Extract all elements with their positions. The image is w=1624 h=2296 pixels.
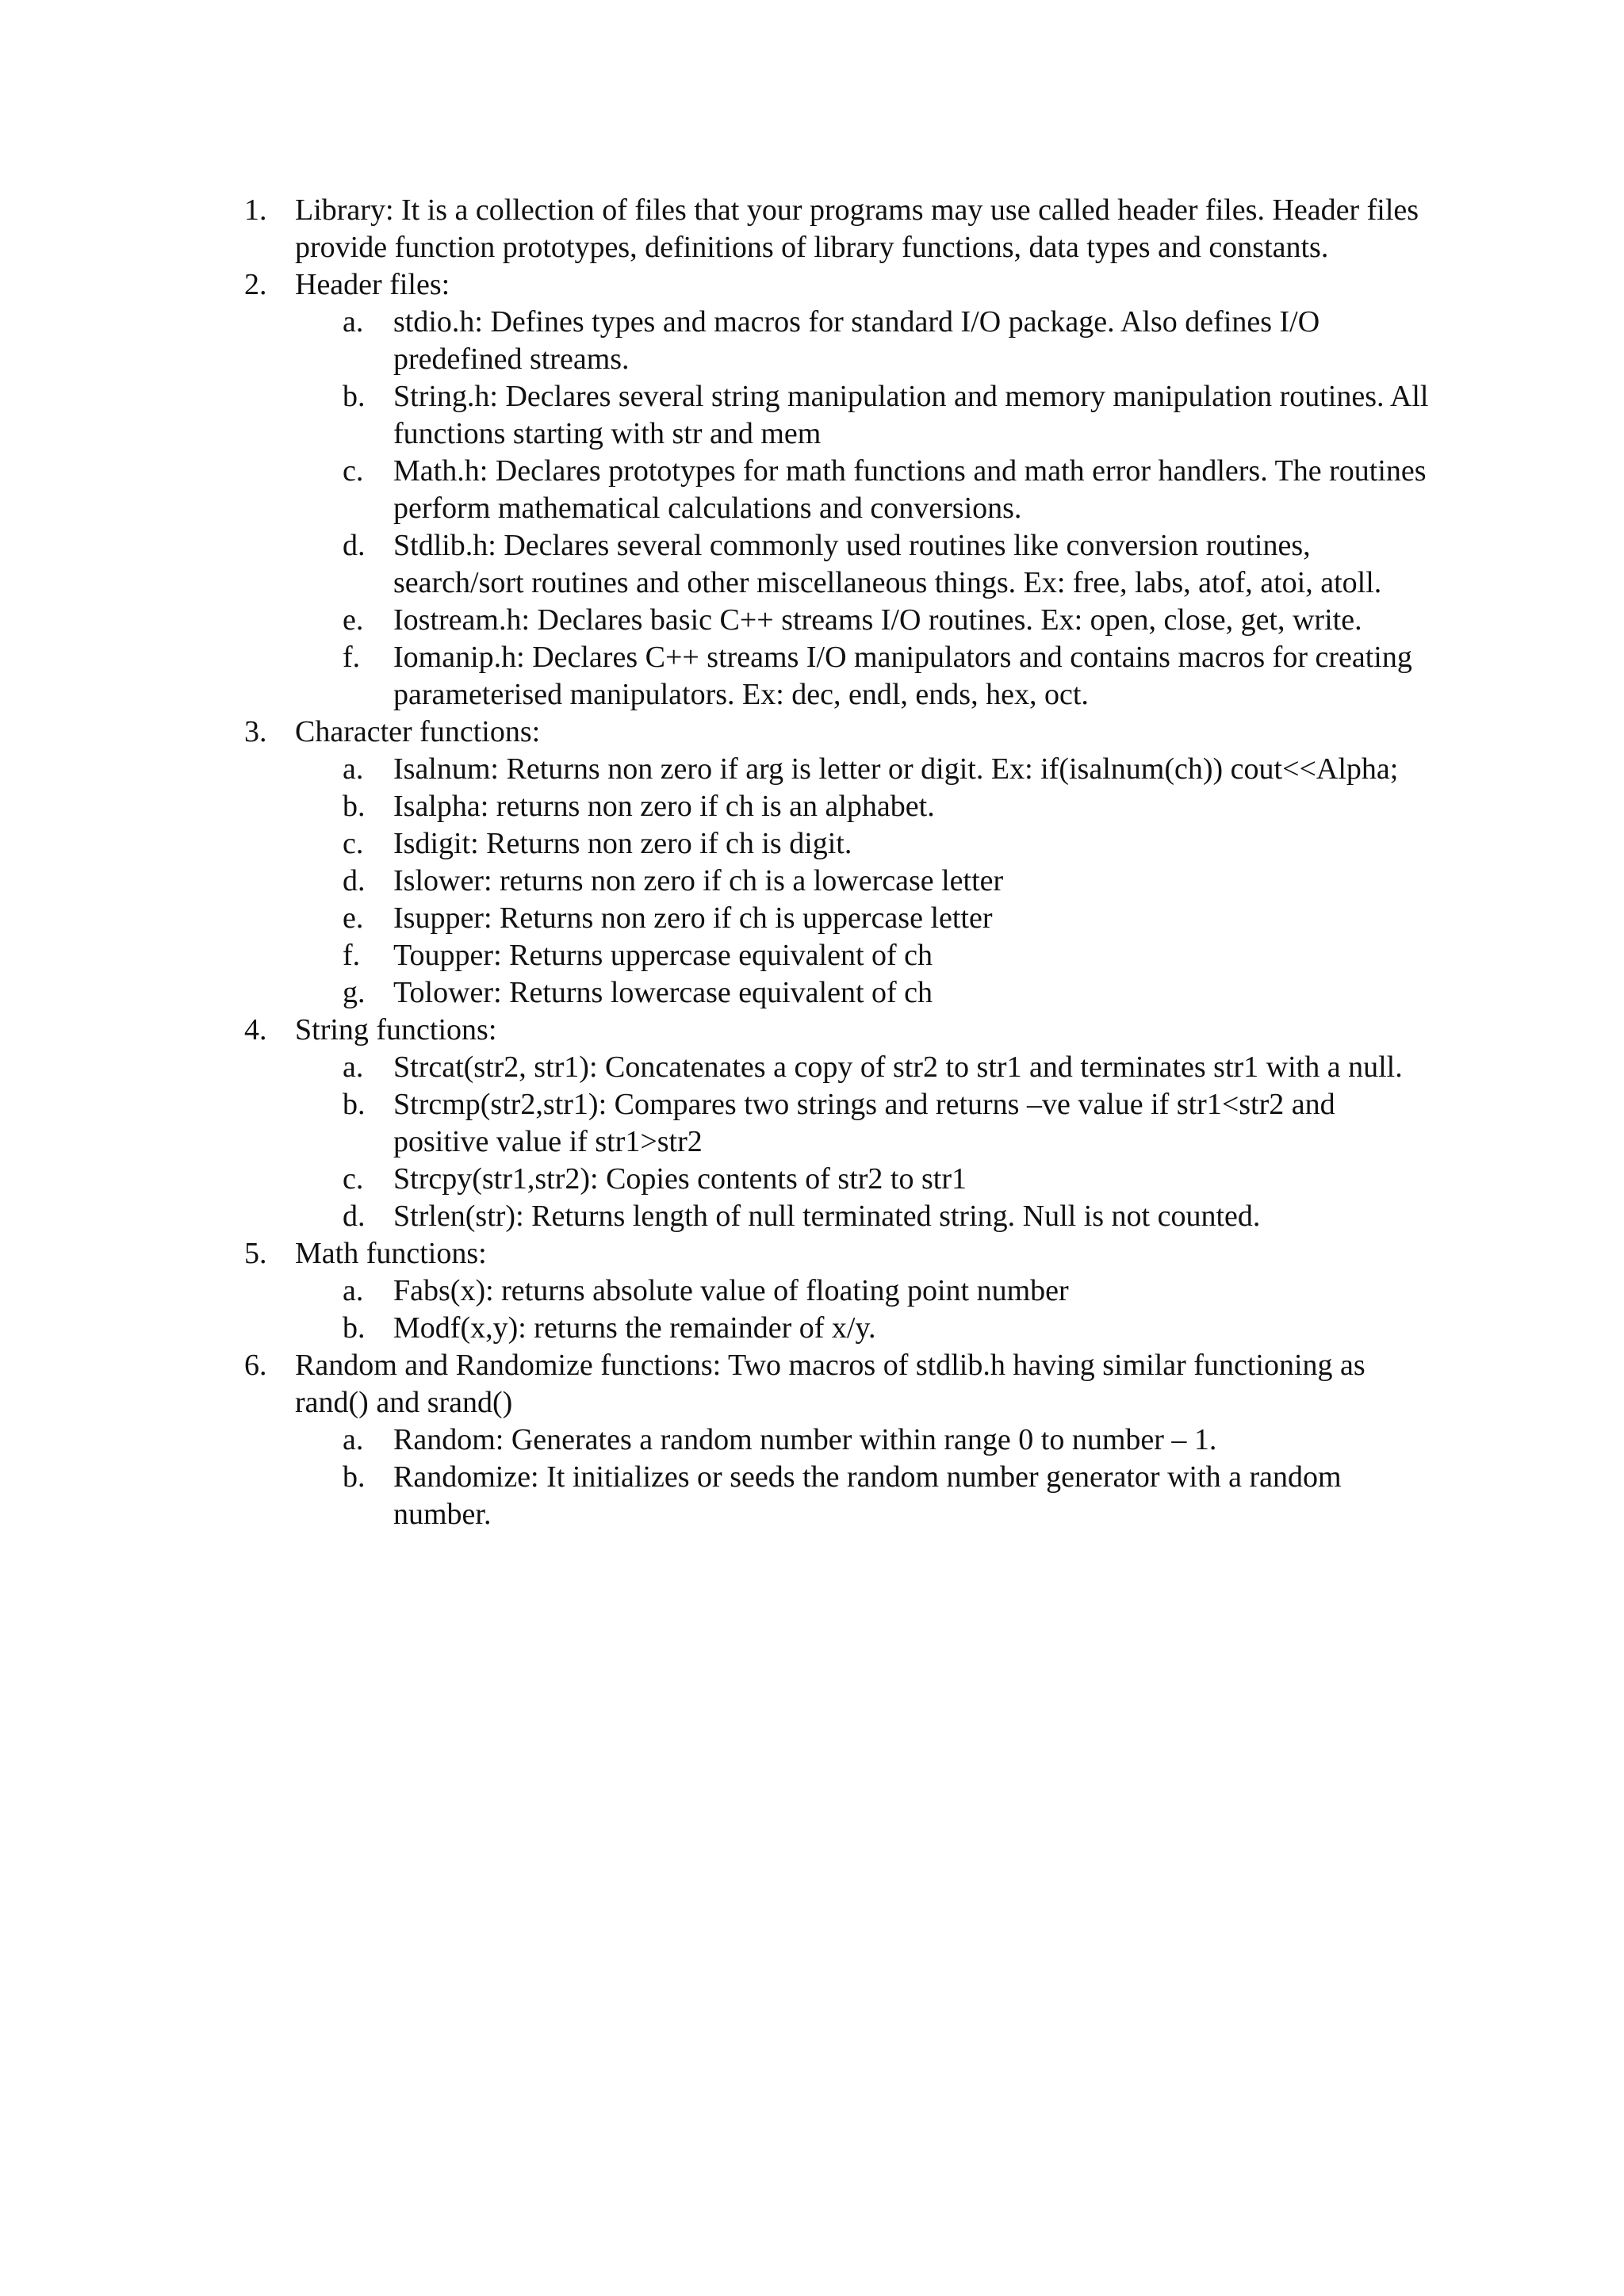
item-number: 6. (244, 1349, 267, 1382)
sub-item-text: Strlen(str): Returns length of null terminated string. Null is not counted. (393, 1200, 1261, 1233)
sub-item-text: Strcat(str2, str1): Concatenates a copy of str2 to str1 and terminates str1 with a null. (393, 1050, 1403, 1084)
sub-item (0, 863, 1624, 900)
sub-item-text: Isalnum: Returns non zero if arg is letter or digit. Ex: if(isalnum(ch)) cout<<Alpha; (393, 752, 1399, 786)
sub-item-letter: a. (343, 1423, 364, 1456)
item-number: 5. (244, 1237, 267, 1270)
sub-item (0, 1422, 1624, 1459)
item-number: 2. (244, 268, 267, 301)
sub-item-letter: d. (343, 529, 366, 562)
sub-item (0, 602, 1624, 639)
sub-item (0, 453, 1624, 527)
sub-item-text: stdio.h: Defines types and macros for standard I/O package. Also defines I/O predefined streams. (393, 305, 1320, 376)
sub-item-letter: b. (343, 1311, 366, 1345)
sub-item-text: Stdlib.h: Declares several commonly used routines like conversion routines, search/sort routines and other miscellaneous things. Ex: free, labs, atof, atoi, atoll. (393, 529, 1382, 599)
document-content (0, 192, 1624, 1533)
sub-item (0, 974, 1624, 1012)
sub-item-letter: e. (343, 901, 364, 935)
sub-item-text: Math.h: Declares prototypes for math functions and math error handlers. The routines perform mathematical calculations and conversions. (393, 454, 1427, 525)
sub-item (0, 378, 1624, 453)
sub-item-letter: f. (343, 939, 361, 972)
sub-item (0, 639, 1624, 714)
sub-item-text: Randomize: It initializes or seeds the random number generator with a random number. (393, 1460, 1342, 1531)
sub-item-text: Fabs(x): returns absolute value of floating point number (393, 1274, 1069, 1307)
sub-item (0, 788, 1624, 825)
item-text: Header files: (295, 268, 450, 301)
sub-item (0, 900, 1624, 937)
sub-item-letter: b. (343, 380, 366, 413)
sub-item-text: String.h: Declares several string manipulation and memory manipulation routines. All functions starting with str and mem (393, 380, 1429, 450)
sub-item-letter: b. (343, 1460, 366, 1494)
list-item-1 (0, 192, 1624, 266)
sub-item-letter: e. (343, 603, 364, 637)
sub-item (0, 1161, 1624, 1198)
sub-item (0, 937, 1624, 974)
sub-item-text: Strcmp(str2,str1): Compares two strings and returns –ve value if str1<str2 and positive value if str1>str2 (393, 1088, 1335, 1158)
sub-item-letter: d. (343, 864, 366, 897)
sub-item-letter: a. (343, 1050, 364, 1084)
sub-item-text: Iostream.h: Declares basic C++ streams I/O routines. Ex: open, close, get, write. (393, 603, 1362, 637)
item-text: String functions: (295, 1013, 497, 1047)
sub-item (0, 1086, 1624, 1161)
sub-item (0, 1049, 1624, 1086)
list-item-2 (0, 266, 1624, 304)
sub-item (0, 751, 1624, 788)
sub-item-letter: b. (343, 1088, 366, 1121)
item-number: 4. (244, 1013, 267, 1047)
sub-item-letter: f. (343, 641, 361, 674)
list-item-5 (0, 1235, 1624, 1272)
sub-item-text: Toupper: Returns uppercase equivalent of ch (393, 939, 933, 972)
sub-item-letter: c. (343, 827, 364, 860)
item-text: Math functions: (295, 1237, 487, 1270)
sub-item-text: Isalpha: returns non zero if ch is an alphabet. (393, 790, 935, 823)
sub-item-letter: c. (343, 1162, 364, 1196)
sub-item (0, 527, 1624, 602)
sub-item-text: Isupper: Returns non zero if ch is uppercase letter (393, 901, 993, 935)
sub-item-text: Iomanip.h: Declares C++ streams I/O manipulators and contains macros for creating parameterised manipulators. Ex: dec, endl, ends, hex, oct. (393, 641, 1412, 711)
sub-item-text: Isdigit: Returns non zero if ch is digit. (393, 827, 852, 860)
list-item-6 (0, 1347, 1624, 1422)
sub-item-letter: a. (343, 1274, 364, 1307)
sub-item (0, 1459, 1624, 1533)
sub-item-letter: a. (343, 752, 364, 786)
sub-item-letter: d. (343, 1200, 366, 1233)
sub-item-text: Random: Generates a random number within range 0 to number – 1. (393, 1423, 1217, 1456)
item-text: Library: It is a collection of files that your programs may use called header files. Header files provide function prototypes, definitions of library functions, data types and constants. (295, 193, 1419, 264)
item-text: Random and Randomize functions: Two macros of stdlib.h having similar functioning as rand() and srand() (295, 1349, 1365, 1419)
list-item-4 (0, 1012, 1624, 1049)
item-text: Character functions: (295, 715, 541, 748)
sub-item-letter: b. (343, 790, 366, 823)
sub-item-text: Strcpy(str1,str2): Copies contents of str2 to str1 (393, 1162, 967, 1196)
item-number: 1. (244, 193, 267, 227)
sub-item-text: Modf(x,y): returns the remainder of x/y. (393, 1311, 876, 1345)
sub-item-text: Islower: returns non zero if ch is a lowercase letter (393, 864, 1004, 897)
sub-item-letter: g. (343, 976, 366, 1009)
sub-item (0, 304, 1624, 378)
sub-item (0, 1310, 1624, 1347)
list-item-3 (0, 714, 1624, 751)
sub-item (0, 825, 1624, 863)
sub-item-letter: a. (343, 305, 364, 339)
sub-item (0, 1198, 1624, 1235)
sub-item (0, 1272, 1624, 1310)
sub-item-text: Tolower: Returns lowercase equivalent of ch (393, 976, 933, 1009)
sub-item-letter: c. (343, 454, 364, 488)
item-number: 3. (244, 715, 267, 748)
